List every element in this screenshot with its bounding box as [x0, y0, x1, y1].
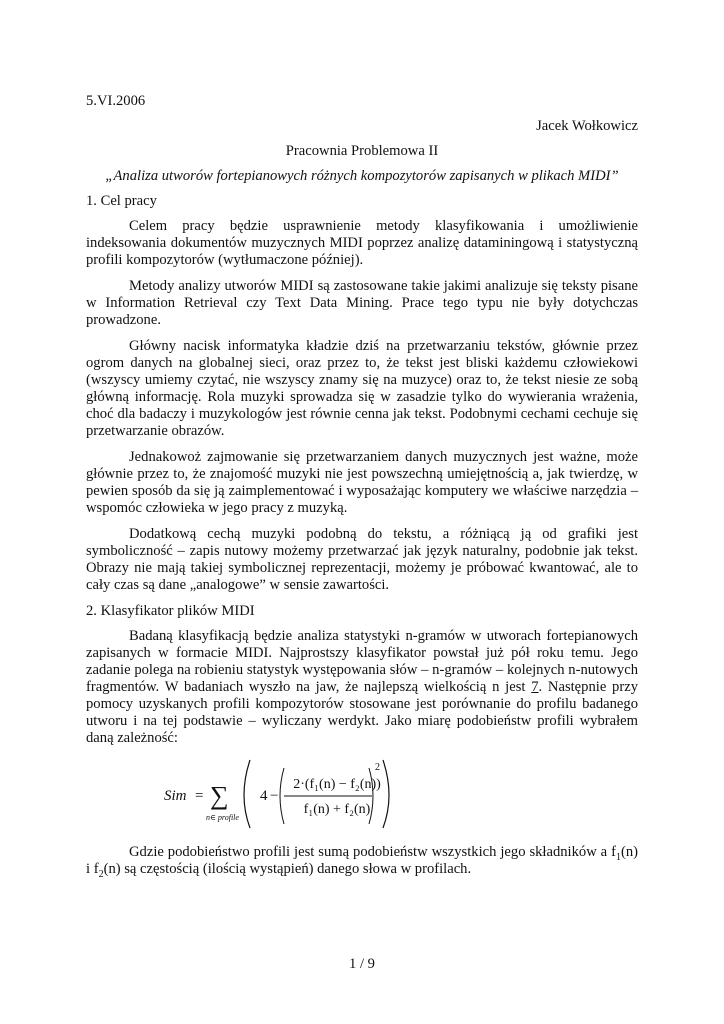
outer-right-paren	[383, 760, 389, 828]
similarity-formula	[86, 756, 638, 830]
formula-minus: −	[270, 788, 279, 804]
subscript: 2	[98, 868, 104, 880]
formula-exponent: 2	[375, 762, 380, 773]
section1-paragraph-1: Celem pracy będzie usprawnienie metody klasyfikowania i umożliwienie indeksowania dokumentów muzycznych MIDI poprzez analizę dataminingową i statystyczną profili kompozytorów (wytłumaczone później).	[86, 218, 638, 268]
sum-symbol: ∑	[210, 781, 229, 810]
inner-left-paren	[280, 768, 284, 824]
course-name: Pracownia Problemowa II	[285, 143, 439, 159]
document-title: „Analiza utworów fortepianowych różnych kompozytorów zapisanych w plikach MIDI”	[105, 168, 619, 184]
section1-paragraph-2: Metody analizy utworów MIDI są zastosowane takie jakimi analizuje się teksty pisane w Information Retrieval czy Text Data Mining. Prace tego typu nie były dotychczas prowadzone.	[86, 278, 638, 328]
paragraph-text: Gdzie podobieństwo profili jest sumą podobieństw wszystkich jego składników a f	[129, 844, 616, 860]
paragraph-text: (n) są częstością (ilością wystąpień) danego słowa w profilach.	[103, 861, 472, 877]
section1-paragraph-3: Główny nacisk informatyka kładzie dziś na przetwarzaniu tekstów, głównie przez ogrom danych na globalnej sieci, oraz przez to, że tekst jest bliski każdemu człowiekowi (wszyscy umiemy czytać, nie wszyscy znamy się na muzyce) oraz to, że tekst niesie ze sobą główną informację. Rola muzyki sprowadza się w zasadzie tylko do wywierania wrażenia, choć dla badaczy i muzykologów jest równie cenna jak tekst. Podobnymi cechami cechuje się przetwarzanie obrazów.	[86, 338, 638, 439]
outer-left-paren	[244, 760, 250, 828]
date: 5.VI.2006	[86, 93, 146, 109]
formula-graphic	[86, 756, 638, 830]
subscript: 1	[615, 851, 621, 863]
section2-paragraph-1	[86, 628, 638, 747]
section1-paragraph-4: Jednakowoż zajmowanie się przetwarzaniem danych muzycznych jest ważne, może głównie przez to, że znajomość muzyki nie jest powszechną umiejętnością a, jak twierdzę, w pewien sposób da się ją zaimplementować i wyposażając komputery we właściwe narzędzia – wspomóc człowieka w jego pracy z muzyką.	[86, 449, 638, 516]
author: Jacek Wołkowicz	[536, 118, 638, 134]
formula-lhs: Sim	[164, 788, 187, 804]
section1-paragraph-5: Dodatkową cechą muzyki podobną do tekstu, a różniącą ją od grafiki jest symboliczność – zapis nutowy możemy przetwarzać jak język naturalny, podobnie jak tekst. Obrazy nie mają takiej symbolicznej reprezentacji, możemy je próbować kwantować, ale to cały czas są dane „analogowe” w sensie zawartości.	[86, 526, 638, 593]
page-number: 1 / 9	[349, 956, 375, 972]
section2-heading: 2. Klasyfikator plików MIDI	[86, 603, 255, 619]
paragraph-text: Badaną klasyfikacją będzie analiza statystyki n-gramów w utworach fortepianowych zapisanych w formacie MIDI. Najprostszy klasyfikator powstał już pół roku temu. Jego zadanie polega na robieniu statystyk występowania słów – n-gramów – kolejnych n-nutowych fragmentów. W badaniach wyszło na jaw, że najlepszą wielkością n jest	[86, 628, 638, 695]
formula-denominator: f₁(n) + f₂(n)	[303, 802, 371, 817]
ngram-size-value: 7	[531, 679, 539, 695]
section2-paragraph-2	[86, 844, 638, 878]
paragraph-text: . Następnie przy pomocy uzyskanych profili kompozytorów stosowane jest porównanie do profilu badanego utworu i na tej podstawie – wyliczany werdykt. Jako miarę podobieństw profili wybrałem daną zależność:	[86, 679, 638, 746]
formula-equals: =	[195, 788, 204, 804]
page-content	[86, 93, 638, 887]
formula-constant: 4	[260, 788, 268, 804]
sum-index: n∈ profile	[206, 813, 239, 822]
formula-numerator: 2·(f₁(n) − f₂(n))	[293, 777, 381, 792]
section1-heading: 1. Cel pracy	[86, 193, 157, 209]
paragraph-text: (n) i f	[86, 844, 638, 877]
